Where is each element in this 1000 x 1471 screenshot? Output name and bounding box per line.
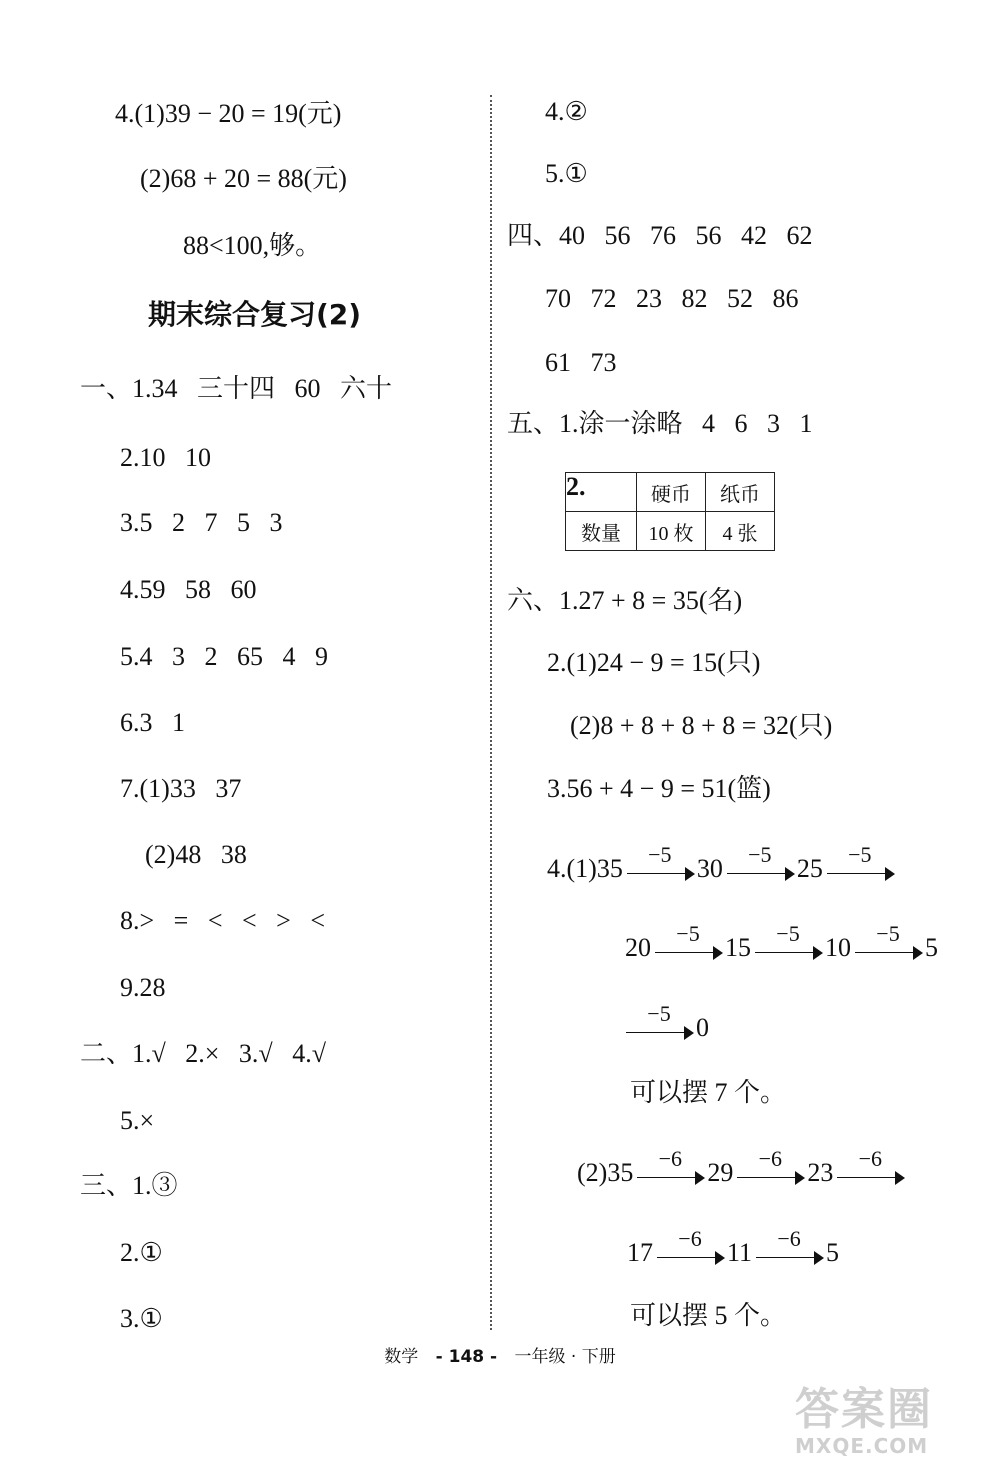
arrow-step-label: −5 bbox=[876, 921, 900, 946]
arrow-step-label: −5 bbox=[776, 921, 800, 946]
part1-q1: 一、1.34 三十四 60 六十 bbox=[80, 374, 393, 403]
part3-q5: 5.① bbox=[545, 159, 588, 188]
part3-q1: 三、1.③ bbox=[80, 1171, 178, 1200]
seq-value: 29 bbox=[707, 1158, 734, 1187]
part4-row2: 70 72 23 82 52 86 bbox=[545, 284, 799, 313]
arrow-step-label: −6 bbox=[758, 1146, 783, 1171]
seq-value: 5 bbox=[925, 933, 938, 962]
part1-q5: 5.4 3 2 65 4 9 bbox=[120, 642, 328, 671]
part3-q3: 3.① bbox=[120, 1304, 163, 1333]
answer-4-2: (2)68 + 20 = 88(元) bbox=[140, 164, 347, 193]
seq-value: 17 bbox=[627, 1238, 653, 1267]
part4-row3: 61 73 bbox=[545, 348, 617, 377]
part4-row1: 四、40 56 76 56 42 62 bbox=[507, 221, 813, 250]
arrow-step-label: −6 bbox=[858, 1146, 883, 1171]
seq-value: 20 bbox=[625, 933, 651, 962]
coin-bill-table bbox=[565, 472, 775, 551]
seq-value: 5 bbox=[826, 1238, 840, 1267]
table-header-coins: 硬币 bbox=[637, 473, 706, 512]
footer-grade: 一年级 · 下册 bbox=[514, 1347, 616, 1367]
part1-q9: 9.28 bbox=[120, 973, 166, 1002]
table-row-label: 数量 bbox=[566, 512, 637, 551]
arrow-step-label: −6 bbox=[777, 1226, 801, 1251]
part1-q2: 2.10 10 bbox=[120, 443, 211, 472]
part6-q4-1-result: 可以摆 7 个。 bbox=[630, 1078, 787, 1107]
arrow-icon bbox=[624, 1001, 694, 1044]
seq2-line2 bbox=[627, 1226, 840, 1269]
arrow-icon bbox=[754, 1226, 824, 1269]
seq1-line1 bbox=[547, 842, 897, 885]
arrow-icon bbox=[635, 1146, 705, 1189]
seq-value: 35 bbox=[596, 854, 623, 883]
part5-q1: 五、1.涂一涂略 4 6 3 1 bbox=[507, 409, 813, 438]
arrow-icon bbox=[853, 921, 923, 964]
table-cell-coins: 10 枚 bbox=[637, 512, 706, 551]
seq-value: 25 bbox=[796, 854, 823, 883]
part1-q3: 3.5 2 7 5 3 bbox=[120, 508, 283, 537]
part6-q2-2: (2)8 + 8 + 8 + 8 = 32(只) bbox=[570, 711, 833, 740]
watermark-logo bbox=[795, 1385, 995, 1465]
part3-q2: 2.① bbox=[120, 1238, 163, 1267]
part6-q4-1-prefix: 4.(1) bbox=[547, 854, 597, 883]
part6-q2-1: 2.(1)24 − 9 = 15(只) bbox=[547, 648, 761, 677]
answer-4-1: 4.(1)39 − 20 = 19(元) bbox=[115, 99, 342, 128]
part6-q4-2-prefix: (2) bbox=[577, 1158, 608, 1187]
seq-value: 30 bbox=[696, 854, 723, 883]
arrow-icon bbox=[625, 842, 695, 885]
arrow-step-label: −5 bbox=[848, 842, 872, 867]
arrow-icon bbox=[753, 921, 823, 964]
part1-q6: 6.3 1 bbox=[120, 708, 185, 737]
part3-q4: 4.② bbox=[545, 97, 588, 126]
table-cell-bills: 4 张 bbox=[706, 512, 775, 551]
seq-value: 15 bbox=[725, 933, 751, 962]
column-divider bbox=[490, 95, 492, 1330]
seq1-line3 bbox=[622, 1001, 709, 1044]
section-title: 期末综合复习(2) bbox=[148, 298, 362, 331]
footer-subject: 数学 bbox=[384, 1347, 419, 1367]
part1-q7-1: 7.(1)33 37 bbox=[120, 774, 242, 803]
arrow-step-label: −5 bbox=[648, 842, 672, 867]
arrow-step-label: −5 bbox=[676, 921, 700, 946]
arrow-icon bbox=[725, 842, 795, 885]
part2-row1: 二、1.√ 2.× 3.√ 4.√ bbox=[80, 1039, 326, 1068]
part6-q3: 3.56 + 4 − 9 = 51(篮) bbox=[547, 774, 771, 803]
seq-value: 11 bbox=[727, 1238, 753, 1267]
part1-q7-2: (2)48 38 bbox=[145, 840, 247, 869]
part5-q2-label: 2. bbox=[566, 472, 586, 501]
seq-value: 23 bbox=[807, 1158, 834, 1187]
watermark-url: MXQE.COM bbox=[795, 1434, 929, 1458]
arrow-step-label: −5 bbox=[647, 1001, 671, 1026]
arrow-icon bbox=[825, 842, 895, 885]
seq1-line2 bbox=[625, 921, 938, 964]
page-footer bbox=[0, 1342, 1000, 1367]
seq-value: 10 bbox=[825, 933, 851, 962]
arrow-step-label: −6 bbox=[658, 1146, 683, 1171]
part6-q1: 六、1.27 + 8 = 35(名) bbox=[507, 586, 743, 615]
arrow-step-label: −5 bbox=[748, 842, 772, 867]
arrow-icon bbox=[655, 1226, 725, 1269]
part2-row2: 5.× bbox=[120, 1106, 155, 1135]
part6-q4-2-result: 可以摆 5 个。 bbox=[630, 1301, 787, 1330]
part1-q8: 8.> = < < > < bbox=[120, 906, 325, 935]
arrow-icon bbox=[835, 1146, 905, 1189]
answer-4-conclusion: 88<100,够。 bbox=[183, 231, 322, 260]
arrow-icon bbox=[653, 921, 723, 964]
watermark-text: 答案圈 bbox=[795, 1384, 933, 1435]
seq2-line1 bbox=[577, 1146, 907, 1189]
seq-value: 35 bbox=[607, 1158, 634, 1187]
part1-q4: 4.59 58 60 bbox=[120, 575, 257, 604]
arrow-icon bbox=[735, 1146, 805, 1189]
page-number: - 148 - bbox=[435, 1347, 498, 1367]
seq-value: 0 bbox=[696, 1013, 709, 1042]
table-corner bbox=[566, 473, 637, 512]
arrow-step-label: −6 bbox=[678, 1226, 702, 1251]
table-header-bills: 纸币 bbox=[706, 473, 775, 512]
